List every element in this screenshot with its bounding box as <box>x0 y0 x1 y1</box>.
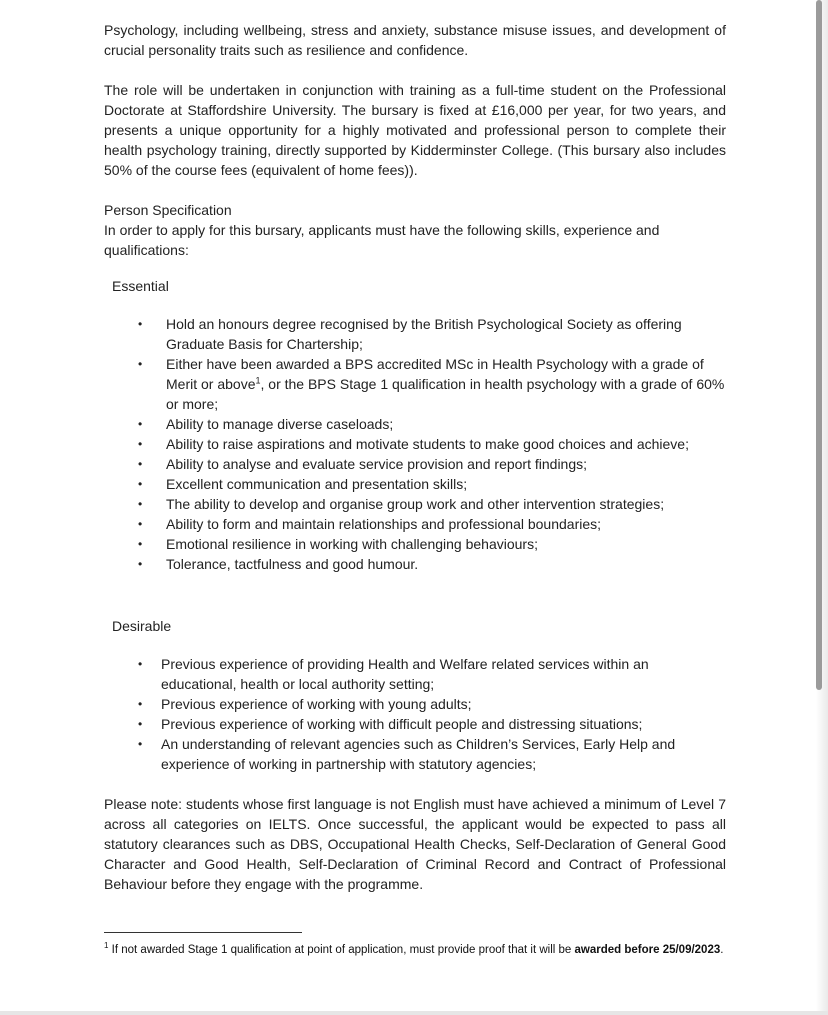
desirable-list <box>104 654 726 774</box>
list-item-text: Hold an honours degree recognised by the British Psychological Society as offering Graduate Basis for Chartership; <box>166 316 682 352</box>
bullet-icon: • <box>138 357 143 371</box>
list-item <box>104 314 726 354</box>
vertical-scrollbar[interactable] <box>816 0 822 690</box>
bullet-icon: • <box>138 437 143 451</box>
bullet-icon: • <box>138 557 143 571</box>
footnote-text: If not awarded Stage 1 qualification at point of application, must provide proof that it will be <box>111 944 575 956</box>
bullet-icon: • <box>138 497 143 511</box>
please-note-paragraph: Please note: students whose first language is not English must have achieved a minimum of Level 7 across all categories on IELTS. Once successful, the applicant would be expected to pass all statutory clearances such as DBS, Occupational Health Checks, Self-Declaration of General Good Character and Good Health, Self-Declaration of Criminal Record and Contract of Professional Behaviour before they engage with the programme. <box>104 796 726 892</box>
footnote-end: . <box>720 944 724 956</box>
list-item-text: Previous experience of providing Health and Welfare related services within an educational, health or local authority setting; <box>161 656 649 692</box>
bullet-icon: • <box>138 717 143 731</box>
list-item-text: Either have been awarded a BPS accredited MSc in Health Psychology with a grade of Merit or above$^1$, or the BPS Stage 1 qualification in health psychology with a grade of 60% or more; <box>166 356 725 412</box>
role-paragraph: The role will be undertaken in conjunction with training as a full-time student on the Professional Doctorate at Staffordshire University. The bursary is fixed at £16,000 per year, for two years, and presents a unique opportunity for a highly motivated and professional person to complete their health psychology training, directly supported by Kidderminster College. (This bursary also includes 50% of the course fees (equivalent of home fees)). <box>104 82 726 178</box>
list-item-text: Ability to raise aspirations and motivate students to make good choices and achieve; <box>166 436 689 452</box>
list-item <box>104 434 726 454</box>
list-item <box>104 734 726 774</box>
footnote-bold-text: awarded before 25/09/2023 <box>574 944 721 956</box>
list-item <box>104 454 726 474</box>
page-bottom-edge <box>0 1011 828 1015</box>
list-item-text: Excellent communication and presentation skills; <box>166 476 468 492</box>
list-item-text: The ability to develop and organise group work and other intervention strategies; <box>166 496 665 512</box>
person-spec-heading: Person Specification <box>104 202 232 218</box>
bullet-icon: • <box>138 457 143 471</box>
list-item-text: Previous experience of working with young adults; <box>161 696 472 712</box>
list-item <box>104 654 726 694</box>
list-item <box>104 494 726 514</box>
bullet-icon: • <box>138 657 143 671</box>
footnote-marker: 1 <box>104 941 109 951</box>
bullet-icon: • <box>138 477 143 491</box>
bullet-icon: • <box>138 517 143 531</box>
intro-tail-paragraph: Psychology, including wellbeing, stress and anxiety, substance misuse issues, and development of crucial personality traits such as resilience and confidence. <box>104 22 726 58</box>
footnote <box>104 942 726 959</box>
bullet-icon: • <box>138 317 143 331</box>
list-item-text: Ability to manage diverse caseloads; <box>166 416 394 432</box>
list-item-text: Emotional resilience in working with challenging behaviours; <box>166 536 538 552</box>
list-item-text: Previous experience of working with difficult people and distressing situations; <box>161 716 643 732</box>
list-item <box>104 414 726 434</box>
list-item <box>104 554 726 574</box>
list-item <box>104 474 726 494</box>
bullet-icon: • <box>138 697 143 711</box>
list-item <box>104 694 726 714</box>
list-item-text: An understanding of relevant agencies such as Children’s Services, Early Help and experience of working in partnership with statutory agencies; <box>161 736 676 772</box>
list-item <box>104 354 726 414</box>
essential-list <box>104 314 726 574</box>
desirable-heading: Desirable <box>112 618 172 634</box>
list-item <box>104 514 726 534</box>
list-item-text: Tolerance, tactfulness and good humour. <box>166 556 419 572</box>
list-item-text: Ability to analyse and evaluate service provision and report findings; <box>166 456 588 472</box>
list-item <box>104 714 726 734</box>
bullet-icon: • <box>138 417 143 431</box>
essential-heading: Essential <box>112 278 169 294</box>
footnote-divider <box>104 932 302 933</box>
bullet-icon: • <box>138 537 143 551</box>
footnote-marker: 1 <box>255 375 261 386</box>
list-item-text: Ability to form and maintain relationships and professional boundaries; <box>166 516 602 532</box>
person-spec-intro: In order to apply for this bursary, applicants must have the following skills, experience and qualifications: <box>104 222 660 258</box>
bullet-icon: • <box>138 737 143 751</box>
document-body <box>104 20 726 894</box>
list-item <box>104 534 726 554</box>
